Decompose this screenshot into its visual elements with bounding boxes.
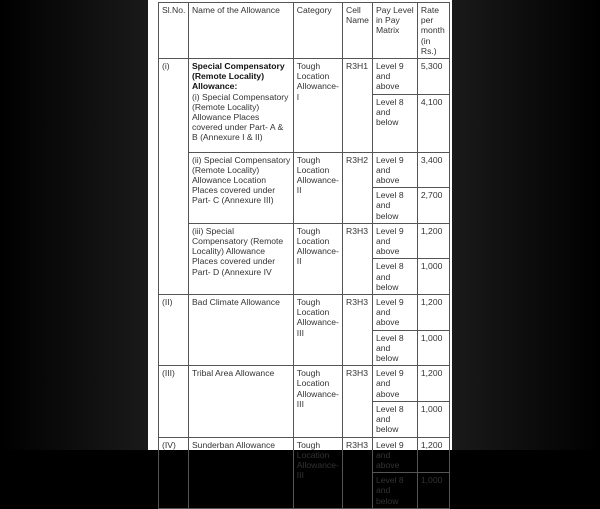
cell-pay-level: Level 9 and above xyxy=(372,152,417,188)
cell-slno: (i) xyxy=(159,59,189,295)
cell-cell-name: R3H3 xyxy=(343,295,373,366)
background-left xyxy=(0,0,148,450)
header-pay-level: Pay Level in Pay Matrix xyxy=(372,3,417,59)
header-name: Name of the Allowance xyxy=(188,3,293,59)
cell-rate: 1,200 xyxy=(417,295,449,331)
cell-rate: 2,700 xyxy=(417,188,449,224)
cell-pay-level: Level 8 and below xyxy=(372,473,417,509)
cell-pay-level: Level 8 and below xyxy=(372,401,417,437)
cell-pay-level: Level 8 and below xyxy=(372,330,417,366)
header-cell-name: Cell Name xyxy=(343,3,373,59)
cell-allowance-name: (ii) Special Compensatory (Remote Locality) Allowance Location Places covered under Part- C (Annexure III) xyxy=(188,152,293,223)
cell-pay-level: Level 8 and below xyxy=(372,94,417,152)
cell-pay-level: Level 9 and above xyxy=(372,437,417,473)
header-slno: Sl.No. xyxy=(159,3,189,59)
table-row xyxy=(159,366,450,402)
cell-pay-level: Level 9 and above xyxy=(372,366,417,402)
cell-cell-name: R3H1 xyxy=(343,59,373,153)
cell-category: Tough Location Allowance-III xyxy=(293,366,342,437)
cell-pay-level: Level 8 and below xyxy=(372,188,417,224)
background-right xyxy=(452,0,600,450)
cell-rate: 1,000 xyxy=(417,473,449,509)
cell-slno: (III) xyxy=(159,366,189,437)
table-row xyxy=(159,295,450,331)
table-row xyxy=(159,152,450,188)
allowance-subtext: (i) Special Compensatory (Remote Locality) Allowance Places covered under Part- A & B (Annexure I & II) xyxy=(191,91,289,143)
cell-pay-level: Level 9 and above xyxy=(372,59,417,95)
cell-rate: 3,400 xyxy=(417,152,449,188)
cell-category: Tough Location Allowance-II xyxy=(293,152,342,223)
table-header-row xyxy=(159,3,450,59)
document-page xyxy=(148,0,452,506)
cell-cell-name: R3H3 xyxy=(343,223,373,294)
cell-rate: 1,000 xyxy=(417,401,449,437)
cell-category: Tough Location Allowance-III xyxy=(293,437,342,508)
allowance-table xyxy=(158,2,450,509)
cell-rate: 5,300 xyxy=(417,59,449,95)
cell-slno: (IV) xyxy=(159,437,189,508)
cell-category: Tough Location Allowance-II xyxy=(293,223,342,294)
cell-slno: (II) xyxy=(159,295,189,366)
cell-cell-name: R3H3 xyxy=(343,437,373,508)
cell-rate: 1,200 xyxy=(417,223,449,259)
cell-pay-level: Level 8 and below xyxy=(372,259,417,295)
cell-pay-level: Level 9 and above xyxy=(372,295,417,331)
header-category: Category xyxy=(293,3,342,59)
cell-rate: 1,200 xyxy=(417,366,449,402)
cell-cell-name: R3H2 xyxy=(343,152,373,223)
header-rate: Rate per month (in Rs.) xyxy=(417,3,449,59)
table-row xyxy=(159,59,450,95)
cell-rate: 1,200 xyxy=(417,437,449,473)
cell-allowance-name xyxy=(188,59,293,153)
cell-cell-name: R3H3 xyxy=(343,366,373,437)
cell-rate: 4,100 xyxy=(417,94,449,152)
cell-allowance-name: Bad Climate Allowance xyxy=(188,295,293,366)
table-row xyxy=(159,437,450,473)
cell-rate: 1,000 xyxy=(417,330,449,366)
table-row xyxy=(159,223,450,259)
cell-category: Tough Location Allowance-I xyxy=(293,59,342,153)
cell-allowance-name: (iii) Special Compensatory (Remote Locality) Allowance Places covered under Part- D (Annexure IV xyxy=(188,223,293,294)
cell-rate: 1,000 xyxy=(417,259,449,295)
cell-allowance-name: Sunderban Allowance xyxy=(188,437,293,508)
cell-allowance-name: Tribal Area Allowance xyxy=(188,366,293,437)
allowance-heading: Special Compensatory (Remote Locality) Allowance: xyxy=(191,61,285,92)
cell-category: Tough Location Allowance-III xyxy=(293,295,342,366)
cell-pay-level: Level 9 and above xyxy=(372,223,417,259)
